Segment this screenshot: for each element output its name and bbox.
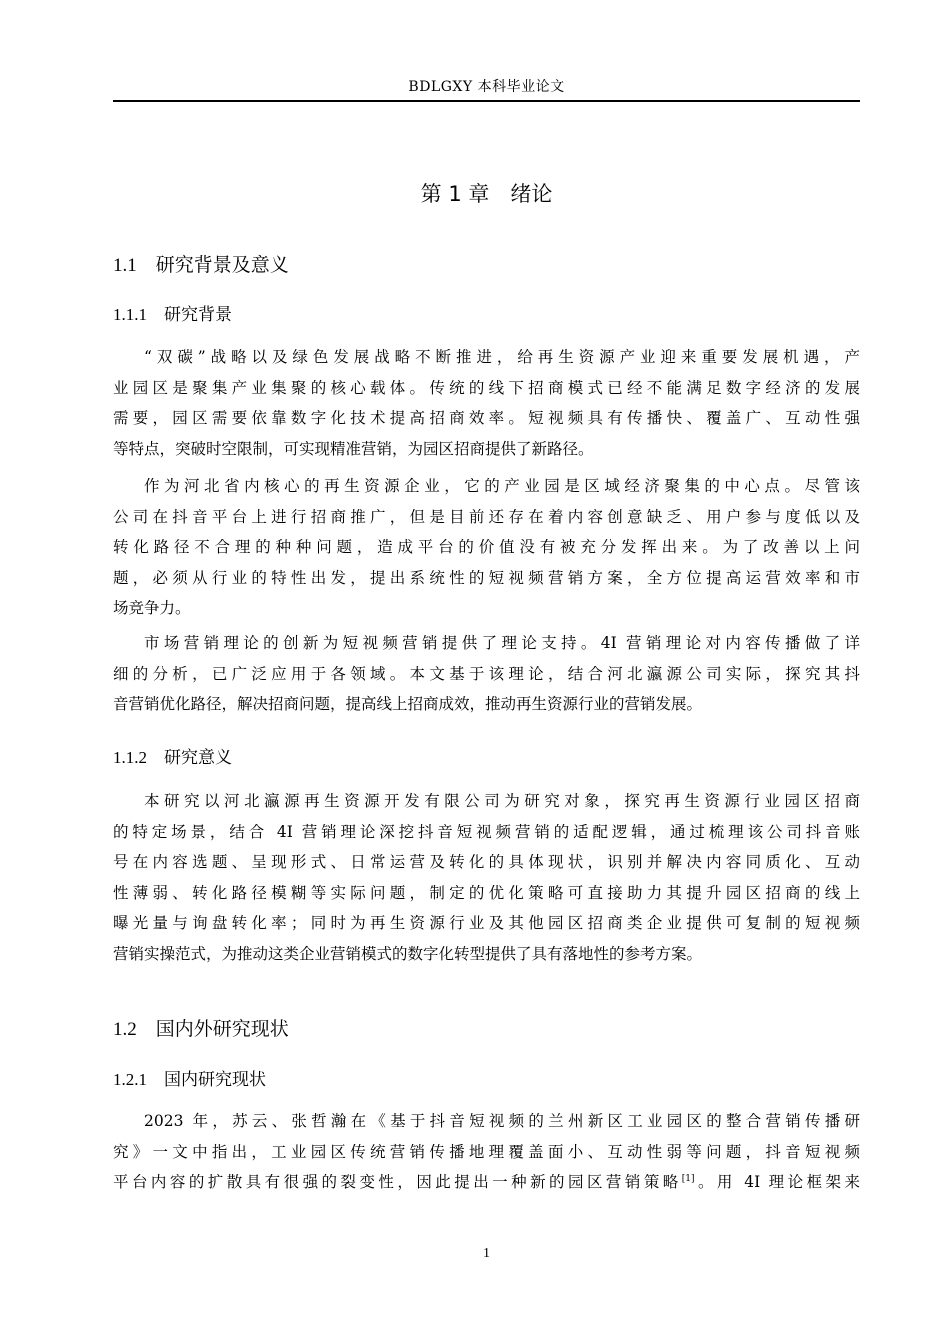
- text-line: 2023 年，苏云、张哲瀚在《基于抖音短视频的兰州新区工业园区的整合营销传播研: [144, 1112, 860, 1130]
- text-line: 号在内容选题、呈现形式、日常运营及转化的具体现状，识别并解决内容同质化、互动: [113, 853, 860, 871]
- subsection-number: 1.2.1: [113, 1070, 147, 1089]
- text-line: 营销实操范式，为推动这类企业营销模式的数字化转型提供了具有落地性的参考方案。: [113, 944, 703, 963]
- section-heading-1-1: [113, 252, 289, 279]
- text-line: 公司在抖音平台上进行招商推广，但是目前还存在着内容创意缺乏、用户参与度低以及: [113, 507, 860, 526]
- text-line: 的特定场景，结合 4I 营销理论深挖抖音短视频营销的适配逻辑，通过梳理该公司抖音账: [113, 822, 860, 841]
- subsection-title: 研究背景: [164, 305, 232, 325]
- text-line: “双碳”战略以及绿色发展战略不断推进，给再生资源产业迎来重要发展机遇，产: [144, 348, 860, 366]
- text-fragment: 平台内容的扩散具有很强的裂变性，因此提出一种新的园区营销策略: [113, 1173, 682, 1191]
- text-line: 市场营销理论的创新为短视频营销提供了理论支持。4I 营销理论对内容传播做了详: [144, 634, 860, 652]
- text-line: 场竞争力。: [113, 599, 191, 617]
- citation-ref[interactable]: [1]: [681, 1174, 695, 1184]
- section-number: 1.2: [113, 1019, 137, 1040]
- text-line: 题，必须从行业的特性出发，提出系统性的短视频营销方案，全方位提高运营效率和市: [113, 568, 860, 587]
- chapter-title: 第 1 章 绪论: [420, 182, 553, 206]
- subsection-title: 研究意义: [164, 748, 232, 768]
- subsection-heading-1-1-2: [113, 746, 232, 770]
- paragraph-background-3: [113, 628, 860, 720]
- text-line: 音营销优化路径，解决招商问题，提高线上招商成效，推动再生资源行业的营销发展。: [113, 695, 703, 713]
- text-line: 转化路径不合理的种种问题，造成平台的价值没有被充分发挥出来。为了改善以上问: [113, 538, 860, 556]
- text-line: 需要，园区需要依靠数字化技术提高招商效率。短视频具有传播快、覆盖广、互动性强: [113, 409, 860, 427]
- paragraph-background-2: [113, 471, 860, 624]
- paragraph-background-1: [113, 342, 860, 464]
- text-line: 细的分析，已广泛应用于各领域。本文基于该理论，结合河北瀛源公司实际，探究其抖: [113, 664, 860, 683]
- running-header: BDLGXY 本科毕业论文: [408, 79, 565, 95]
- section-number: 1.1: [113, 255, 137, 276]
- subsection-title: 国内研究现状: [164, 1070, 266, 1090]
- text-line: 究》一文中指出，工业园区传统营销传播地理覆盖面小、互动性弱等问题，抖音短视频: [113, 1142, 860, 1161]
- section-title: 国内外研究现状: [155, 1018, 289, 1040]
- section-heading-1-2: [113, 1016, 289, 1043]
- paragraph-significance: [113, 786, 860, 969]
- text-line: [113, 1167, 860, 1198]
- text-line: 等特点，突破时空限制，可实现精准营销，为园区招商提供了新路径。: [113, 439, 594, 458]
- subsection-number: 1.1.2: [113, 748, 147, 767]
- paragraph-domestic-research: [113, 1106, 860, 1198]
- text-line: 作为河北省内核心的再生资源企业，它的产业园是区域经济聚集的中心点。尽管该: [144, 477, 860, 495]
- subsection-number: 1.1.1: [113, 305, 147, 324]
- text-fragment: 。用 4I 理论框架来: [694, 1173, 860, 1191]
- text-line: 本研究以河北瀛源再生资源开发有限公司为研究对象，探究再生资源行业园区招商: [144, 792, 860, 810]
- text-line: 业园区是聚集产业集聚的核心载体。传统的线下招商模式已经不能满足数字经济的发展: [113, 378, 860, 397]
- page-number: 1: [483, 1246, 490, 1261]
- section-title: 研究背景及意义: [155, 254, 289, 276]
- subsection-heading-1-2-1: [113, 1068, 266, 1092]
- header-rule: [113, 100, 860, 102]
- text-line: 性薄弱、转化路径模糊等实际问题，制定的优化策略可直接助力其提升园区招商的线上: [113, 883, 860, 902]
- subsection-heading-1-1-1: [113, 303, 232, 327]
- text-line: 曝光量与询盘转化率；同时为再生资源行业及其他园区招商类企业提供可复制的短视频: [113, 914, 860, 932]
